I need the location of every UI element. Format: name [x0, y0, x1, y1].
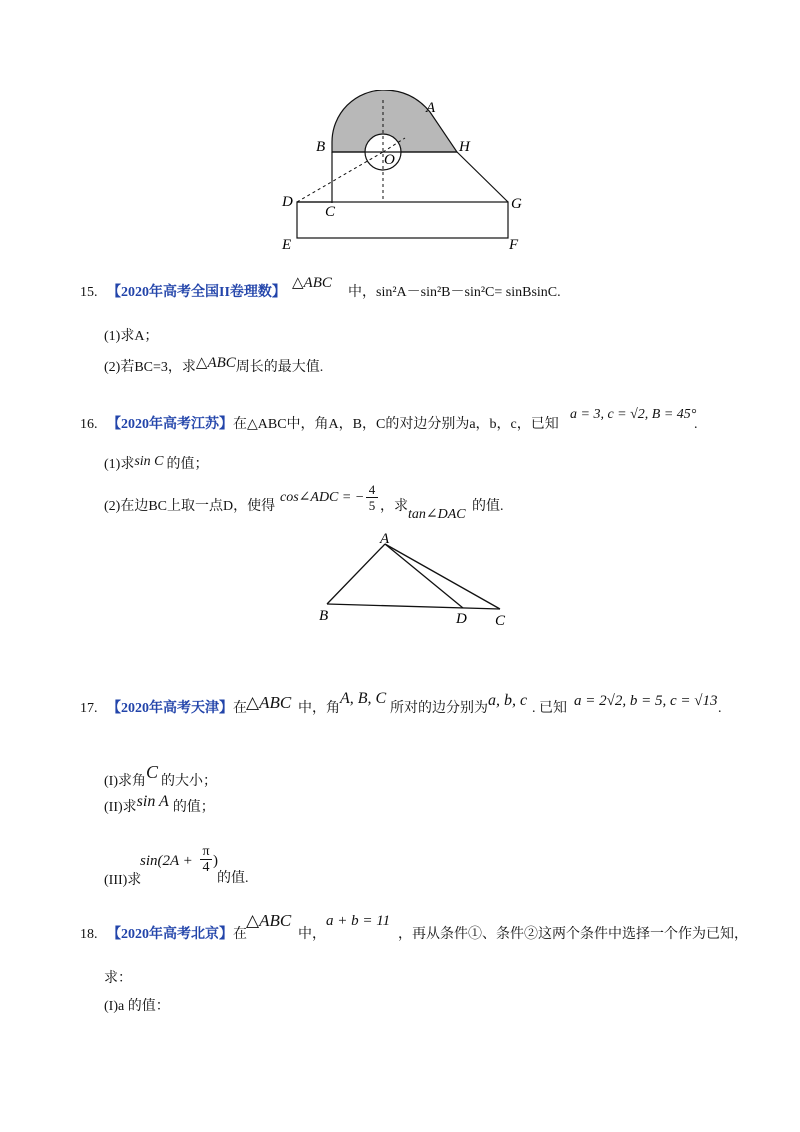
q15-condition: 中，sin²A－sin²B－sin²C= sinBsinC. — [348, 285, 561, 300]
q17-tag: 【2020年高考天津】 — [107, 701, 233, 716]
q16-part2-tan: tan∠DAC — [408, 507, 466, 522]
q17-part2-expr: sin A — [136, 793, 169, 810]
q17-part2-b: 的值； — [172, 800, 215, 815]
q18-line — [80, 926, 247, 944]
q16-number: 16. — [80, 417, 98, 432]
q17-t2: 中，角 — [298, 701, 340, 716]
q15-triangle: △ABC — [292, 275, 332, 291]
q16-tag: 【2020年高考江苏】 — [107, 417, 233, 432]
q15-line — [80, 284, 286, 302]
q15-tag: 【2020年高考全国II卷理数】 — [107, 285, 286, 300]
q15-part1: (1)求A； — [104, 329, 159, 344]
q17-t4: . 已知 — [532, 701, 567, 716]
q15-part2-b: 周长的最大值. — [235, 360, 324, 375]
q16-end: . — [694, 417, 698, 432]
q17-given: a = 2√2, b = 5, c = √13 — [574, 693, 718, 709]
label-A: A — [426, 100, 436, 116]
q15-part2 — [104, 355, 324, 377]
q17-number: 17. — [80, 701, 98, 716]
q17-part3-close: ) — [213, 853, 218, 869]
q17-part2 — [104, 793, 215, 817]
q16-figure — [315, 532, 515, 632]
q16-frac-den: 5 — [368, 498, 376, 513]
q15-number: 15. — [80, 285, 98, 300]
q17-angles: A, B, C — [340, 690, 387, 707]
q17-frac-den: 4 — [202, 860, 210, 875]
q17-t3: 所对的边分别为 — [390, 701, 488, 716]
q17-sides: a, b, c — [488, 692, 528, 709]
q16-part2-b: ，求 — [380, 499, 408, 514]
q16-part2-a: (2)在边BC上取一点D，使得 — [104, 499, 276, 514]
q16-label-A: A — [380, 532, 390, 547]
q16-fraction — [366, 482, 378, 513]
q17-part3-b: 的值. — [217, 871, 249, 886]
q16-text: 在△ABC中，角A，B，C的对边分别为a，b，c，已知 — [233, 417, 559, 432]
label-G: G — [511, 196, 522, 212]
q17-part2-a: (II)求 — [104, 800, 137, 815]
label-O: O — [384, 152, 395, 168]
q16-given: a = 3, c = √2, B = 45° — [570, 407, 697, 422]
q18-cond: a + b = 11 — [326, 913, 391, 929]
label-F: F — [509, 237, 519, 253]
q18-number: 18. — [80, 927, 98, 942]
q16-part1-expr: sin C — [134, 454, 164, 469]
q16-part1-b: 的值； — [166, 457, 209, 472]
q18-t1: 在 — [233, 927, 247, 942]
top-figure — [280, 90, 530, 255]
label-D: D — [282, 194, 293, 210]
q18-part1: (I)a 的值： — [104, 999, 170, 1014]
q16-line — [80, 416, 559, 434]
q16-label-D: D — [456, 611, 467, 627]
q17-part1-a: (I)求角 — [104, 774, 146, 789]
q16-part2-c: 的值. — [472, 499, 504, 514]
q16-part1 — [104, 456, 209, 474]
q17-part1-b: 的大小； — [161, 774, 218, 789]
q17-triangle: △ABC — [246, 693, 292, 712]
q18-tag: 【2020年高考北京】 — [107, 927, 233, 942]
q18-triangle: △ABC — [246, 911, 292, 930]
q18-t4: 求： — [104, 971, 132, 986]
q15-part2-tri: △ABC — [195, 355, 236, 371]
label-B: B — [316, 139, 326, 155]
q17-end: . — [718, 701, 722, 716]
q17-part3-expr: sin(2A + — [140, 853, 193, 869]
q17-t1: 在 — [233, 701, 247, 716]
q17-line — [80, 700, 247, 718]
label-C: C — [325, 204, 336, 220]
q17-frac-num: π — [202, 844, 210, 859]
q18-t3: ，再从条件①、条件②这两个条件中选择一个作为已知， — [398, 927, 748, 942]
q16-label-C: C — [495, 613, 506, 629]
q16-label-B: B — [319, 608, 329, 624]
q17-part1 — [104, 762, 218, 791]
label-H: H — [459, 139, 470, 155]
q17-fraction — [200, 844, 212, 875]
q18-t2: 中， — [298, 927, 326, 942]
q15-part2-a: (2)若BC=3，求 — [104, 360, 196, 375]
q16-part1-a: (1)求 — [104, 457, 135, 472]
label-E: E — [282, 237, 292, 253]
q16-part2-cos: cos∠ADC = − — [280, 490, 365, 505]
q16-frac-num: 4 — [368, 482, 376, 497]
q17-part1-expr: C — [146, 762, 159, 782]
q17-part3-a: (III)求 — [104, 873, 142, 888]
